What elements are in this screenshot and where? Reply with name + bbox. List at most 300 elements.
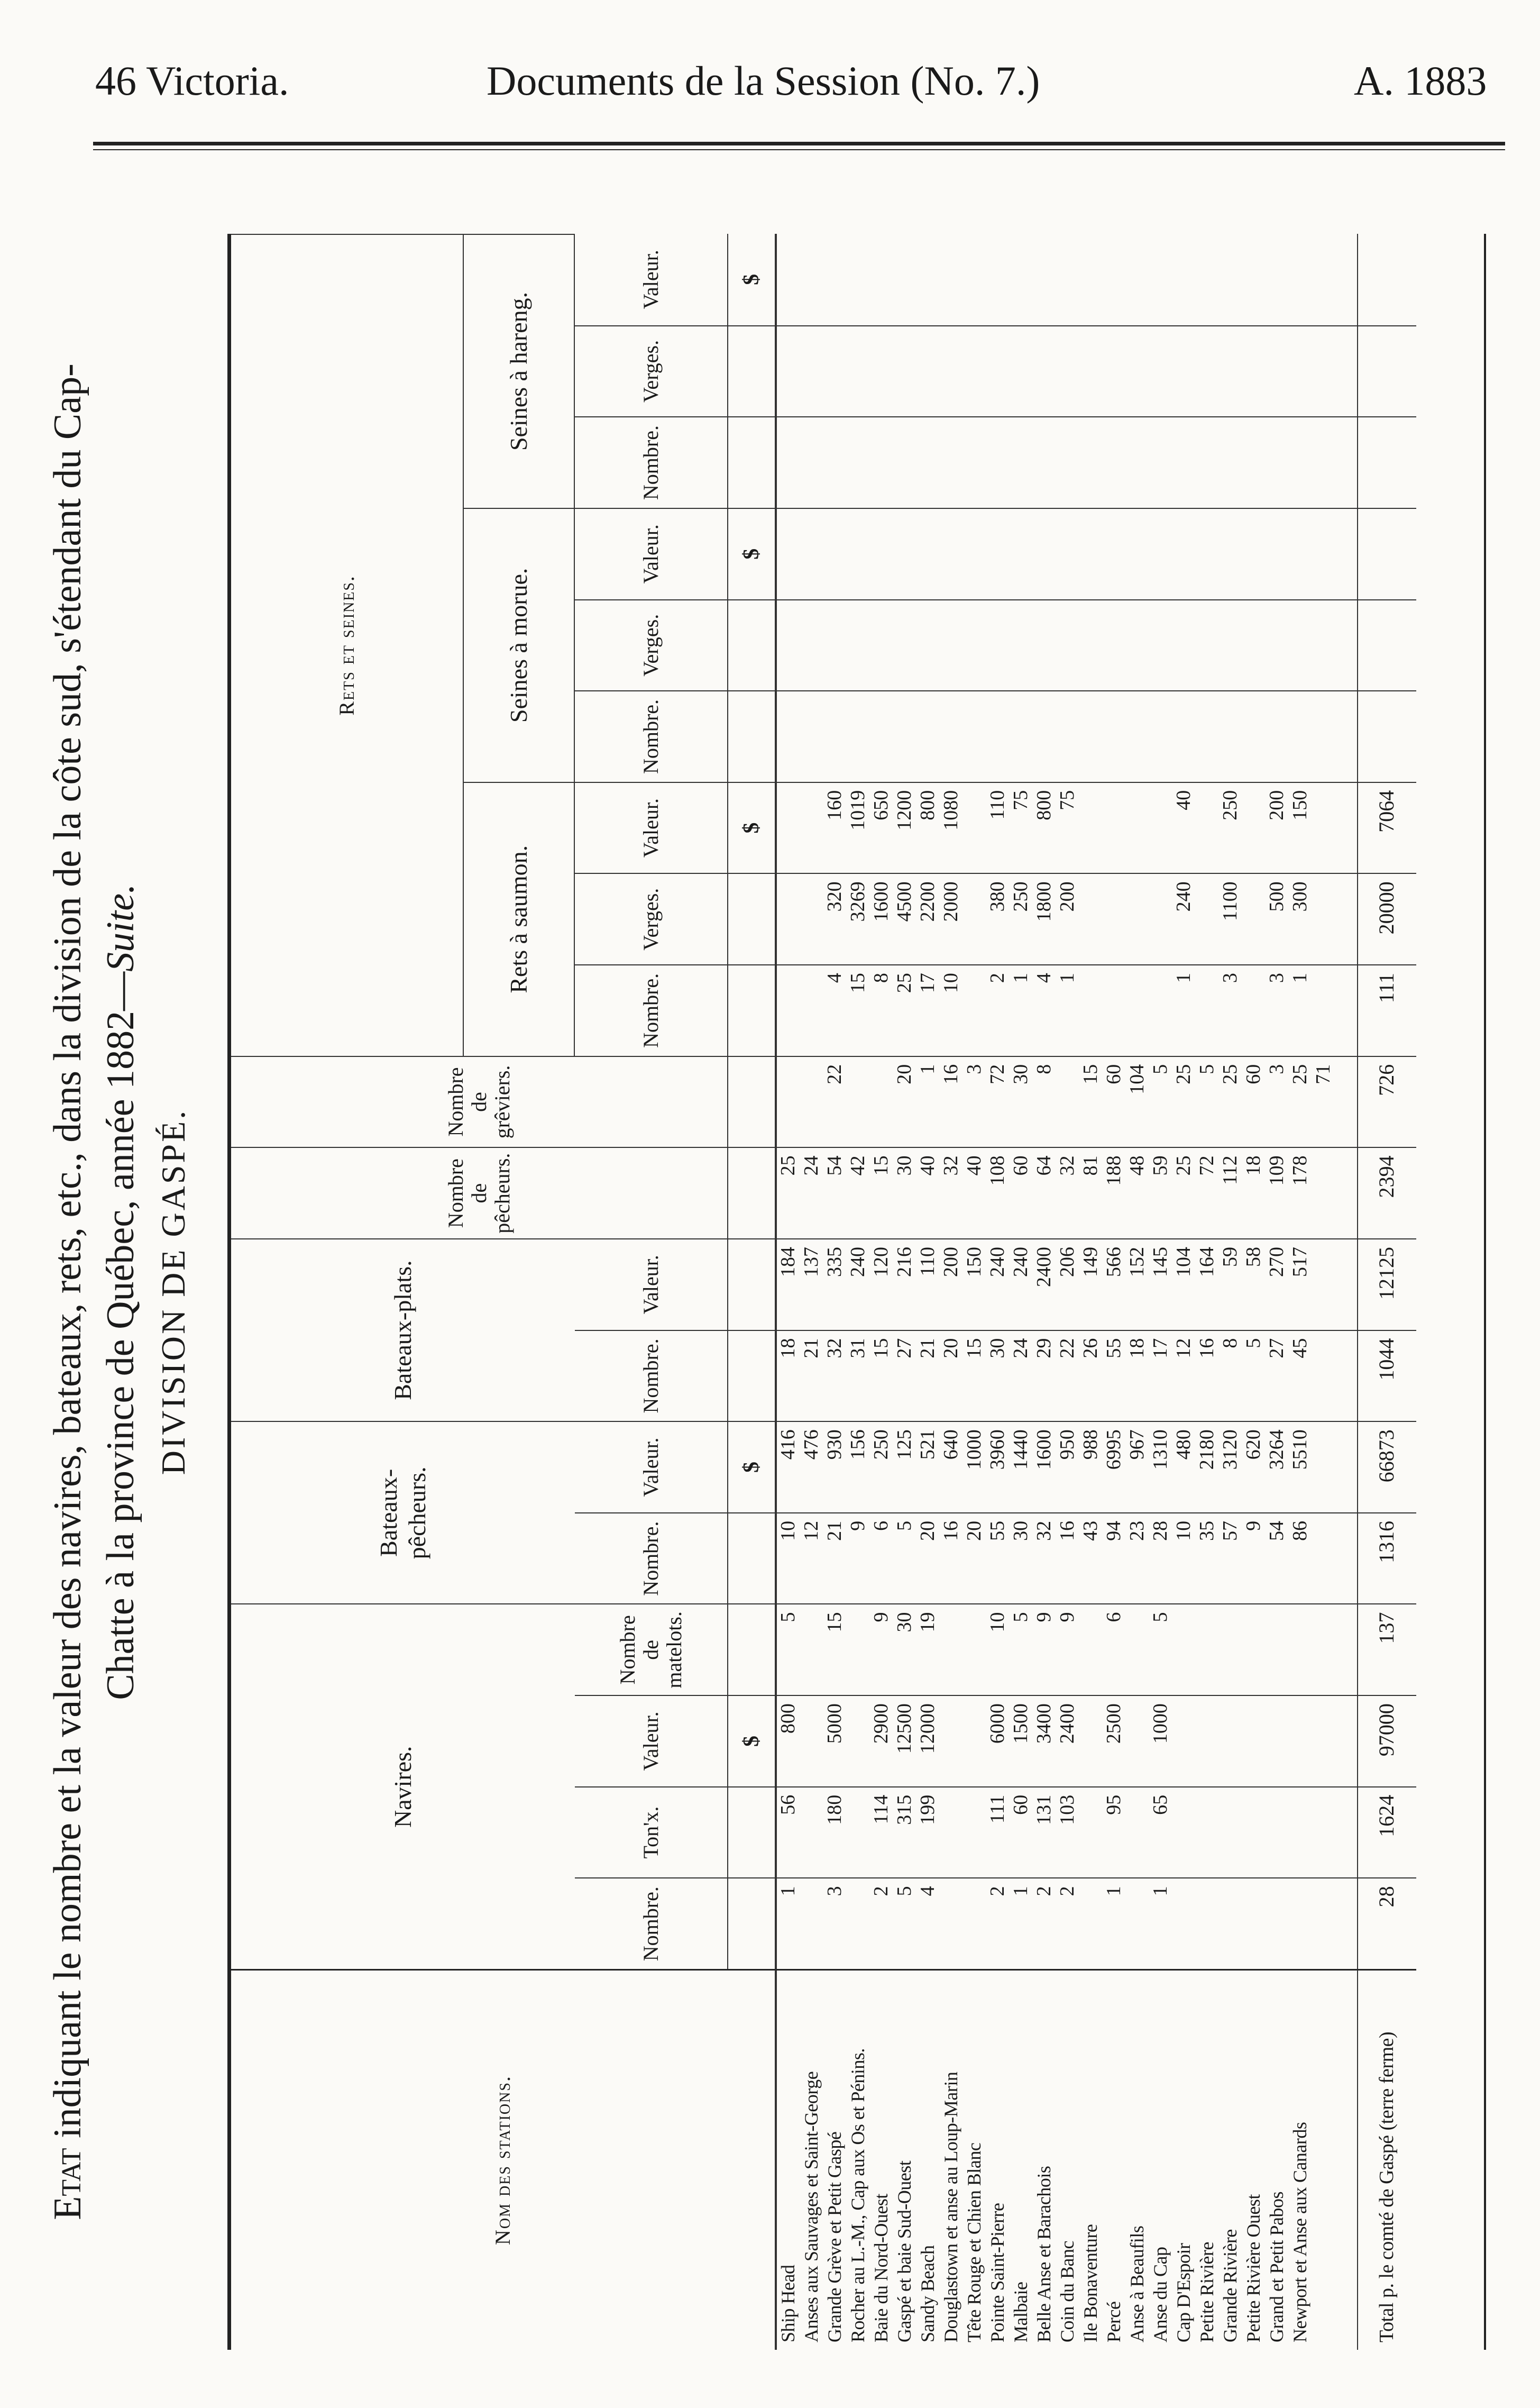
table-cell: 75 (1056, 782, 1079, 873)
table-cell (893, 690, 916, 782)
table-cell (1149, 599, 1172, 691)
table-cell: 21 (916, 1330, 939, 1421)
table-cell: 4500 (893, 873, 916, 964)
table-cell (846, 1695, 869, 1786)
table-cell: 65 (1149, 1786, 1172, 1878)
table-cell: 9 (846, 1512, 869, 1604)
table-cell: 480 (1172, 1421, 1195, 1512)
table-cell: 620 (1242, 1421, 1265, 1512)
table-cell (1125, 234, 1149, 325)
unit-cell (728, 873, 776, 964)
total-spacer (1335, 508, 1358, 599)
total-label: Total p. le comté de Gaspé (terre ferme) (1358, 1969, 1416, 2350)
table-cell (1312, 1330, 1335, 1421)
table-cell (776, 234, 800, 325)
table-cell (962, 873, 986, 964)
table-cell: 17 (916, 964, 939, 1056)
unit-dollar: $ (728, 1695, 776, 1786)
table-cell: 1440 (1009, 1421, 1032, 1512)
table-cell: 160 (823, 782, 846, 873)
table-cell: 1019 (846, 782, 869, 873)
table-cell: 60 (1102, 1056, 1125, 1147)
table-cell (1195, 1603, 1218, 1695)
table-cell: 25 (776, 1147, 800, 1238)
table-cell (1172, 325, 1195, 417)
table-cell (1172, 234, 1195, 325)
table-cell (1149, 964, 1172, 1056)
table-cell (893, 508, 916, 599)
table-cell (1009, 508, 1032, 599)
table-cell (1265, 1877, 1288, 1969)
col-head-sm-verges: Verges. (575, 599, 728, 691)
total-spacer (1335, 599, 1358, 691)
table-cell: 3120 (1218, 1421, 1242, 1512)
table-cell: 650 (869, 782, 893, 873)
table-cell: 3400 (1032, 1695, 1056, 1786)
table-cell (1265, 1695, 1288, 1786)
table-cell (1079, 234, 1102, 325)
table-cell: 200 (1056, 873, 1079, 964)
table-cell: 16 (939, 1056, 962, 1147)
table-cell (846, 234, 869, 325)
table-cell: 72 (1195, 1147, 1218, 1238)
table-cell (1242, 599, 1265, 691)
table-cell: 5 (1149, 1603, 1172, 1695)
table-cell: 2500 (1102, 1695, 1125, 1786)
unit-cell (728, 690, 776, 782)
table-cell (869, 690, 893, 782)
total-cell: 2394 (1358, 1147, 1416, 1238)
table-cell (800, 599, 823, 691)
table-cell (1079, 873, 1102, 964)
table-cell (1312, 1786, 1335, 1878)
total-cell: 137 (1358, 1603, 1416, 1695)
table-cell (962, 782, 986, 873)
table-cell: 30 (986, 1330, 1009, 1421)
table-cell: 199 (916, 1786, 939, 1878)
table-cell (962, 508, 986, 599)
table-cell: 15 (962, 1330, 986, 1421)
table-cell (1218, 1877, 1242, 1969)
table-cell: 64 (1032, 1147, 1056, 1238)
table-cell: 32 (1032, 1512, 1056, 1604)
table-cell: 2000 (939, 873, 962, 964)
table-cell: 1 (1009, 964, 1032, 1056)
table-cell: 3269 (846, 873, 869, 964)
table-cell (1218, 234, 1242, 325)
table-cell (1032, 508, 1056, 599)
table-cell (893, 234, 916, 325)
unit-dollar: $ (728, 1421, 776, 1512)
unit-cell (728, 1877, 776, 1969)
table-cell (1125, 325, 1149, 417)
table-cell: 188 (1102, 1147, 1125, 1238)
table-cell (846, 599, 869, 691)
table-cell (1149, 782, 1172, 873)
table-cell: 5 (1149, 1056, 1172, 1147)
station-name: Malbaie (1009, 1969, 1032, 2350)
col-head-sm-nombre: Nombre. (575, 690, 728, 782)
table-cell (1056, 508, 1079, 599)
table-cell (939, 416, 962, 508)
table-cell: 476 (800, 1421, 823, 1512)
table-cell (916, 690, 939, 782)
table-cell (1125, 599, 1149, 691)
table-cell: 30 (1009, 1056, 1032, 1147)
table-cell (869, 416, 893, 508)
table-cell (1079, 782, 1102, 873)
table-cell (1079, 416, 1102, 508)
unit-cell (728, 1603, 776, 1695)
table-cell: 640 (939, 1421, 962, 1512)
table-cell (1195, 508, 1218, 599)
table-cell (1312, 1238, 1335, 1330)
table-cell: 180 (823, 1786, 846, 1878)
table-cell (1149, 873, 1172, 964)
table-cell (1265, 325, 1288, 417)
total-cell (1358, 690, 1416, 782)
table-cell (869, 325, 893, 417)
station-name: Anse à Beaufils (1125, 1969, 1149, 2350)
table-cell: 1 (776, 1877, 800, 1969)
table-cell: 5 (893, 1877, 916, 1969)
total-spacer (1335, 964, 1358, 1056)
table-cell (1242, 325, 1265, 417)
total-spacer (1335, 1056, 1358, 1147)
table-cell: 2900 (869, 1695, 893, 1786)
table-cell (916, 325, 939, 417)
table-cell (776, 599, 800, 691)
table-cell: 4 (916, 1877, 939, 1969)
table-cell: 2 (1056, 1877, 1079, 1969)
total-spacer (1335, 1512, 1358, 1604)
table-cell: 800 (916, 782, 939, 873)
table-cell: 216 (893, 1238, 916, 1330)
table-cell (1102, 782, 1125, 873)
unit-cell (728, 1786, 776, 1878)
station-name: Douglastown et anse au Loup-Marin (939, 1969, 962, 2350)
table-cell (1242, 1877, 1265, 1969)
table-cell (916, 599, 939, 691)
table-cell (916, 416, 939, 508)
table-cell: 40 (962, 1147, 986, 1238)
table-cell (800, 964, 823, 1056)
table-cell: 2 (986, 964, 1009, 1056)
table-cell: 2200 (916, 873, 939, 964)
total-spacer (1335, 325, 1358, 417)
table-cell (1172, 690, 1195, 782)
title-line-2-text: Chatte à la province de Québec, année 1882— (99, 971, 142, 1700)
station-name: Belle Anse et Barachois (1032, 1969, 1056, 2350)
station-name: Cap D'Espoir (1172, 1969, 1195, 2350)
table-cell: 112 (1218, 1147, 1242, 1238)
total-spacer (1335, 690, 1358, 782)
table-cell: 40 (916, 1147, 939, 1238)
table-cell: 21 (800, 1330, 823, 1421)
table-cell: 4 (1032, 964, 1056, 1056)
col-head-bp-valeur: Valeur. (575, 1421, 728, 1512)
table-cell: 800 (776, 1695, 800, 1786)
table-cell (1032, 599, 1056, 691)
table-cell: 12500 (893, 1695, 916, 1786)
table-cell: 300 (1288, 873, 1312, 964)
table-cell (962, 416, 986, 508)
station-name: Sandy Beach (916, 1969, 939, 2350)
table-cell: 380 (986, 873, 1009, 964)
title-suite: Suite. (99, 883, 142, 972)
table-cell: 800 (1032, 782, 1056, 873)
table-cell (1149, 508, 1172, 599)
col-head-bp-nombre: Nombre. (575, 1512, 728, 1604)
unit-dollar: $ (728, 234, 776, 325)
col-head-greviers: Nombre de grêviers. (231, 1056, 728, 1147)
table-cell (962, 1877, 986, 1969)
table-cell: 30 (893, 1147, 916, 1238)
col-head-sh-valeur: Valeur. (575, 234, 728, 325)
total-cell: 726 (1358, 1056, 1416, 1147)
table-cell: 988 (1079, 1421, 1102, 1512)
header-rule-thick (93, 142, 1505, 145)
table-cell (916, 508, 939, 599)
group-navires: Navires. (231, 1603, 575, 1969)
table-cell (846, 416, 869, 508)
table-cell (800, 1603, 823, 1695)
table-cell: 152 (1125, 1238, 1149, 1330)
table-cell (800, 1056, 823, 1147)
table-cell (846, 508, 869, 599)
total-spacer (1335, 782, 1358, 873)
col-head-navires-valeur: Valeur. (575, 1695, 728, 1786)
table-cell: 27 (893, 1330, 916, 1421)
table-cell: 20 (893, 1056, 916, 1147)
table-cell: 320 (823, 873, 846, 964)
table-cell: 521 (916, 1421, 939, 1512)
table-cell (893, 416, 916, 508)
table-cell (1032, 416, 1056, 508)
title-line-1-text: indiquant le nombre et la valeur des navires, bateaux, rets, etc., dans la division de la côte sud, s'étendant du Cap- (46, 363, 89, 2148)
col-head-rs-verges: Verges. (575, 873, 728, 964)
table-cell (1242, 873, 1265, 964)
table-cell (1125, 416, 1149, 508)
table-cell (1265, 1603, 1288, 1695)
table-cell (939, 234, 962, 325)
table-cell (1125, 1695, 1149, 1786)
table-cell: 200 (1265, 782, 1288, 873)
table-cell: 5 (1242, 1330, 1265, 1421)
table-cell: 16 (939, 1512, 962, 1604)
table-cell (1312, 234, 1335, 325)
table-cell: 500 (1265, 873, 1288, 964)
table-cell: 335 (823, 1238, 846, 1330)
table-cell (1288, 416, 1312, 508)
title-lead-word: Etat (46, 2148, 89, 2220)
table-cell (1102, 325, 1125, 417)
table-cell: 94 (1102, 1512, 1125, 1604)
station-name: Newport et Anse aux Canards (1288, 1969, 1312, 2350)
table-cell: 1100 (1218, 873, 1242, 964)
table-cell (1312, 1695, 1335, 1786)
total-cell: 28 (1358, 1877, 1416, 1969)
total-spacer (1335, 1238, 1358, 1330)
table-cell (1288, 234, 1312, 325)
table-cell: 12000 (916, 1695, 939, 1786)
table-cell: 54 (823, 1147, 846, 1238)
total-cell: 7064 (1358, 782, 1416, 873)
table-cell: 21 (823, 1512, 846, 1604)
station-name: Petite Rivière (1195, 1969, 1218, 2350)
table-cell (1218, 690, 1242, 782)
table-cell (1218, 1786, 1242, 1878)
table-cell: 20 (962, 1512, 986, 1604)
table-cell (1288, 690, 1312, 782)
table-cell (1102, 964, 1125, 1056)
table-cell (823, 234, 846, 325)
table-cell (1312, 1603, 1335, 1695)
total-cell (1358, 508, 1416, 599)
station-name: Anses aux Sauvages et Saint-George (800, 1969, 823, 2350)
station-name: Grande Rivière (1218, 1969, 1242, 2350)
group-bateaux-plats: Bateaux-plats. (231, 1238, 575, 1421)
table-cell (1242, 964, 1265, 1056)
table-cell: 56 (776, 1786, 800, 1878)
table-cell (846, 1786, 869, 1878)
table-cell (962, 1603, 986, 1695)
table-cell: 240 (846, 1238, 869, 1330)
col-head-navires-nombre: Nombre. (575, 1877, 728, 1969)
table-cell (1195, 416, 1218, 508)
table-cell: 1 (1056, 964, 1079, 1056)
table-cell: 60 (1242, 1056, 1265, 1147)
header-rule-thin (93, 149, 1505, 150)
table-cell (1288, 1603, 1312, 1695)
total-spacer (1335, 1786, 1358, 1878)
table-cell (986, 508, 1009, 599)
table-cell: 32 (939, 1147, 962, 1238)
division-heading: DIVISION DE GASPÉ. (154, 1108, 192, 1475)
table-cell: 40 (1172, 782, 1195, 873)
table-cell: 25 (1218, 1056, 1242, 1147)
table-cell: 18 (776, 1330, 800, 1421)
table-cell: 19 (916, 1603, 939, 1695)
table-cell (1265, 1786, 1288, 1878)
table-cell (846, 690, 869, 782)
unit-cell (728, 1330, 776, 1421)
table-cell: 10 (986, 1603, 1009, 1695)
total-cell: 97000 (1358, 1695, 1416, 1786)
total-cell: 111 (1358, 964, 1416, 1056)
table-cell (1056, 416, 1079, 508)
table-cell (1009, 325, 1032, 417)
table-cell: 29 (1032, 1330, 1056, 1421)
station-name: Pointe Saint-Pierre (986, 1969, 1009, 2350)
col-head-navires-matelots: Nombre de matelots. (575, 1603, 728, 1695)
table-cell: 8 (1032, 1056, 1056, 1147)
table-cell (962, 964, 986, 1056)
table-cell (1125, 690, 1149, 782)
table-cell: 18 (1242, 1147, 1265, 1238)
table-cell: 4 (823, 964, 846, 1056)
unit-cell (728, 325, 776, 417)
table-cell (1242, 1603, 1265, 1695)
group-rets-et-seines: Rets et seines. (231, 234, 464, 1056)
table-cell (1265, 234, 1288, 325)
table-cell: 10 (1172, 1512, 1195, 1604)
table-cell (1079, 325, 1102, 417)
table-cell (1288, 1877, 1312, 1969)
table-cell: 270 (1265, 1238, 1288, 1330)
table-cell (776, 873, 800, 964)
table-cell: 60 (1009, 1786, 1032, 1878)
table-cell (962, 1786, 986, 1878)
table-cell (1079, 1786, 1102, 1878)
table-cell: 967 (1125, 1421, 1149, 1512)
table-cell (1172, 508, 1195, 599)
table-cell: 75 (1009, 782, 1032, 873)
table-cell: 15 (869, 1147, 893, 1238)
unit-cell (728, 1147, 776, 1238)
table-cell (823, 325, 846, 417)
table-cell: 240 (1009, 1238, 1032, 1330)
table-cell (962, 599, 986, 691)
table-cell (1288, 508, 1312, 599)
table-cell (1195, 599, 1218, 691)
table-cell (1102, 234, 1125, 325)
total-spacer (1335, 873, 1358, 964)
table-cell: 1600 (869, 873, 893, 964)
table-cell: 17 (1149, 1330, 1172, 1421)
table-cell: 55 (1102, 1330, 1125, 1421)
table-cell (1149, 325, 1172, 417)
table-cell (1125, 1877, 1149, 1969)
table-cell (1056, 234, 1079, 325)
table-cell (1102, 690, 1125, 782)
total-spacer (1335, 1877, 1358, 1969)
table-cell (1102, 873, 1125, 964)
table-cell (986, 416, 1009, 508)
table-cell (962, 234, 986, 325)
table-cell: 250 (1009, 873, 1032, 964)
table-cell: 86 (1288, 1512, 1312, 1604)
table-cell: 15 (823, 1603, 846, 1695)
table-cell (1242, 1695, 1265, 1786)
table-cell (869, 1056, 893, 1147)
table-cell (846, 1603, 869, 1695)
table-cell: 12 (800, 1512, 823, 1604)
table-cell: 6 (869, 1512, 893, 1604)
table-cell (1312, 1147, 1335, 1238)
table-cell (1312, 1421, 1335, 1512)
table-cell: 1 (1288, 964, 1312, 1056)
station-name: Rocher au L.-M., Cap aux Os et Pénins. (846, 1969, 869, 2350)
table-cell (1288, 1695, 1312, 1786)
table-cell (1312, 599, 1335, 691)
table-cell: 20 (916, 1512, 939, 1604)
table-cell: 58 (1242, 1238, 1265, 1330)
table-cell (823, 508, 846, 599)
table-cell: 2 (986, 1877, 1009, 1969)
table-cell: 24 (1009, 1330, 1032, 1421)
table-cell: 6000 (986, 1695, 1009, 1786)
table-cell: 6995 (1102, 1421, 1125, 1512)
station-name: Grande Grève et Petit Gaspé (823, 1969, 846, 2350)
table-cell: 25 (1172, 1056, 1195, 1147)
table-cell: 3960 (986, 1421, 1009, 1512)
table-cell: 31 (846, 1330, 869, 1421)
table-cell (1218, 1695, 1242, 1786)
total-cell (1358, 599, 1416, 691)
unit-cell (728, 964, 776, 1056)
total-cell (1358, 325, 1416, 417)
